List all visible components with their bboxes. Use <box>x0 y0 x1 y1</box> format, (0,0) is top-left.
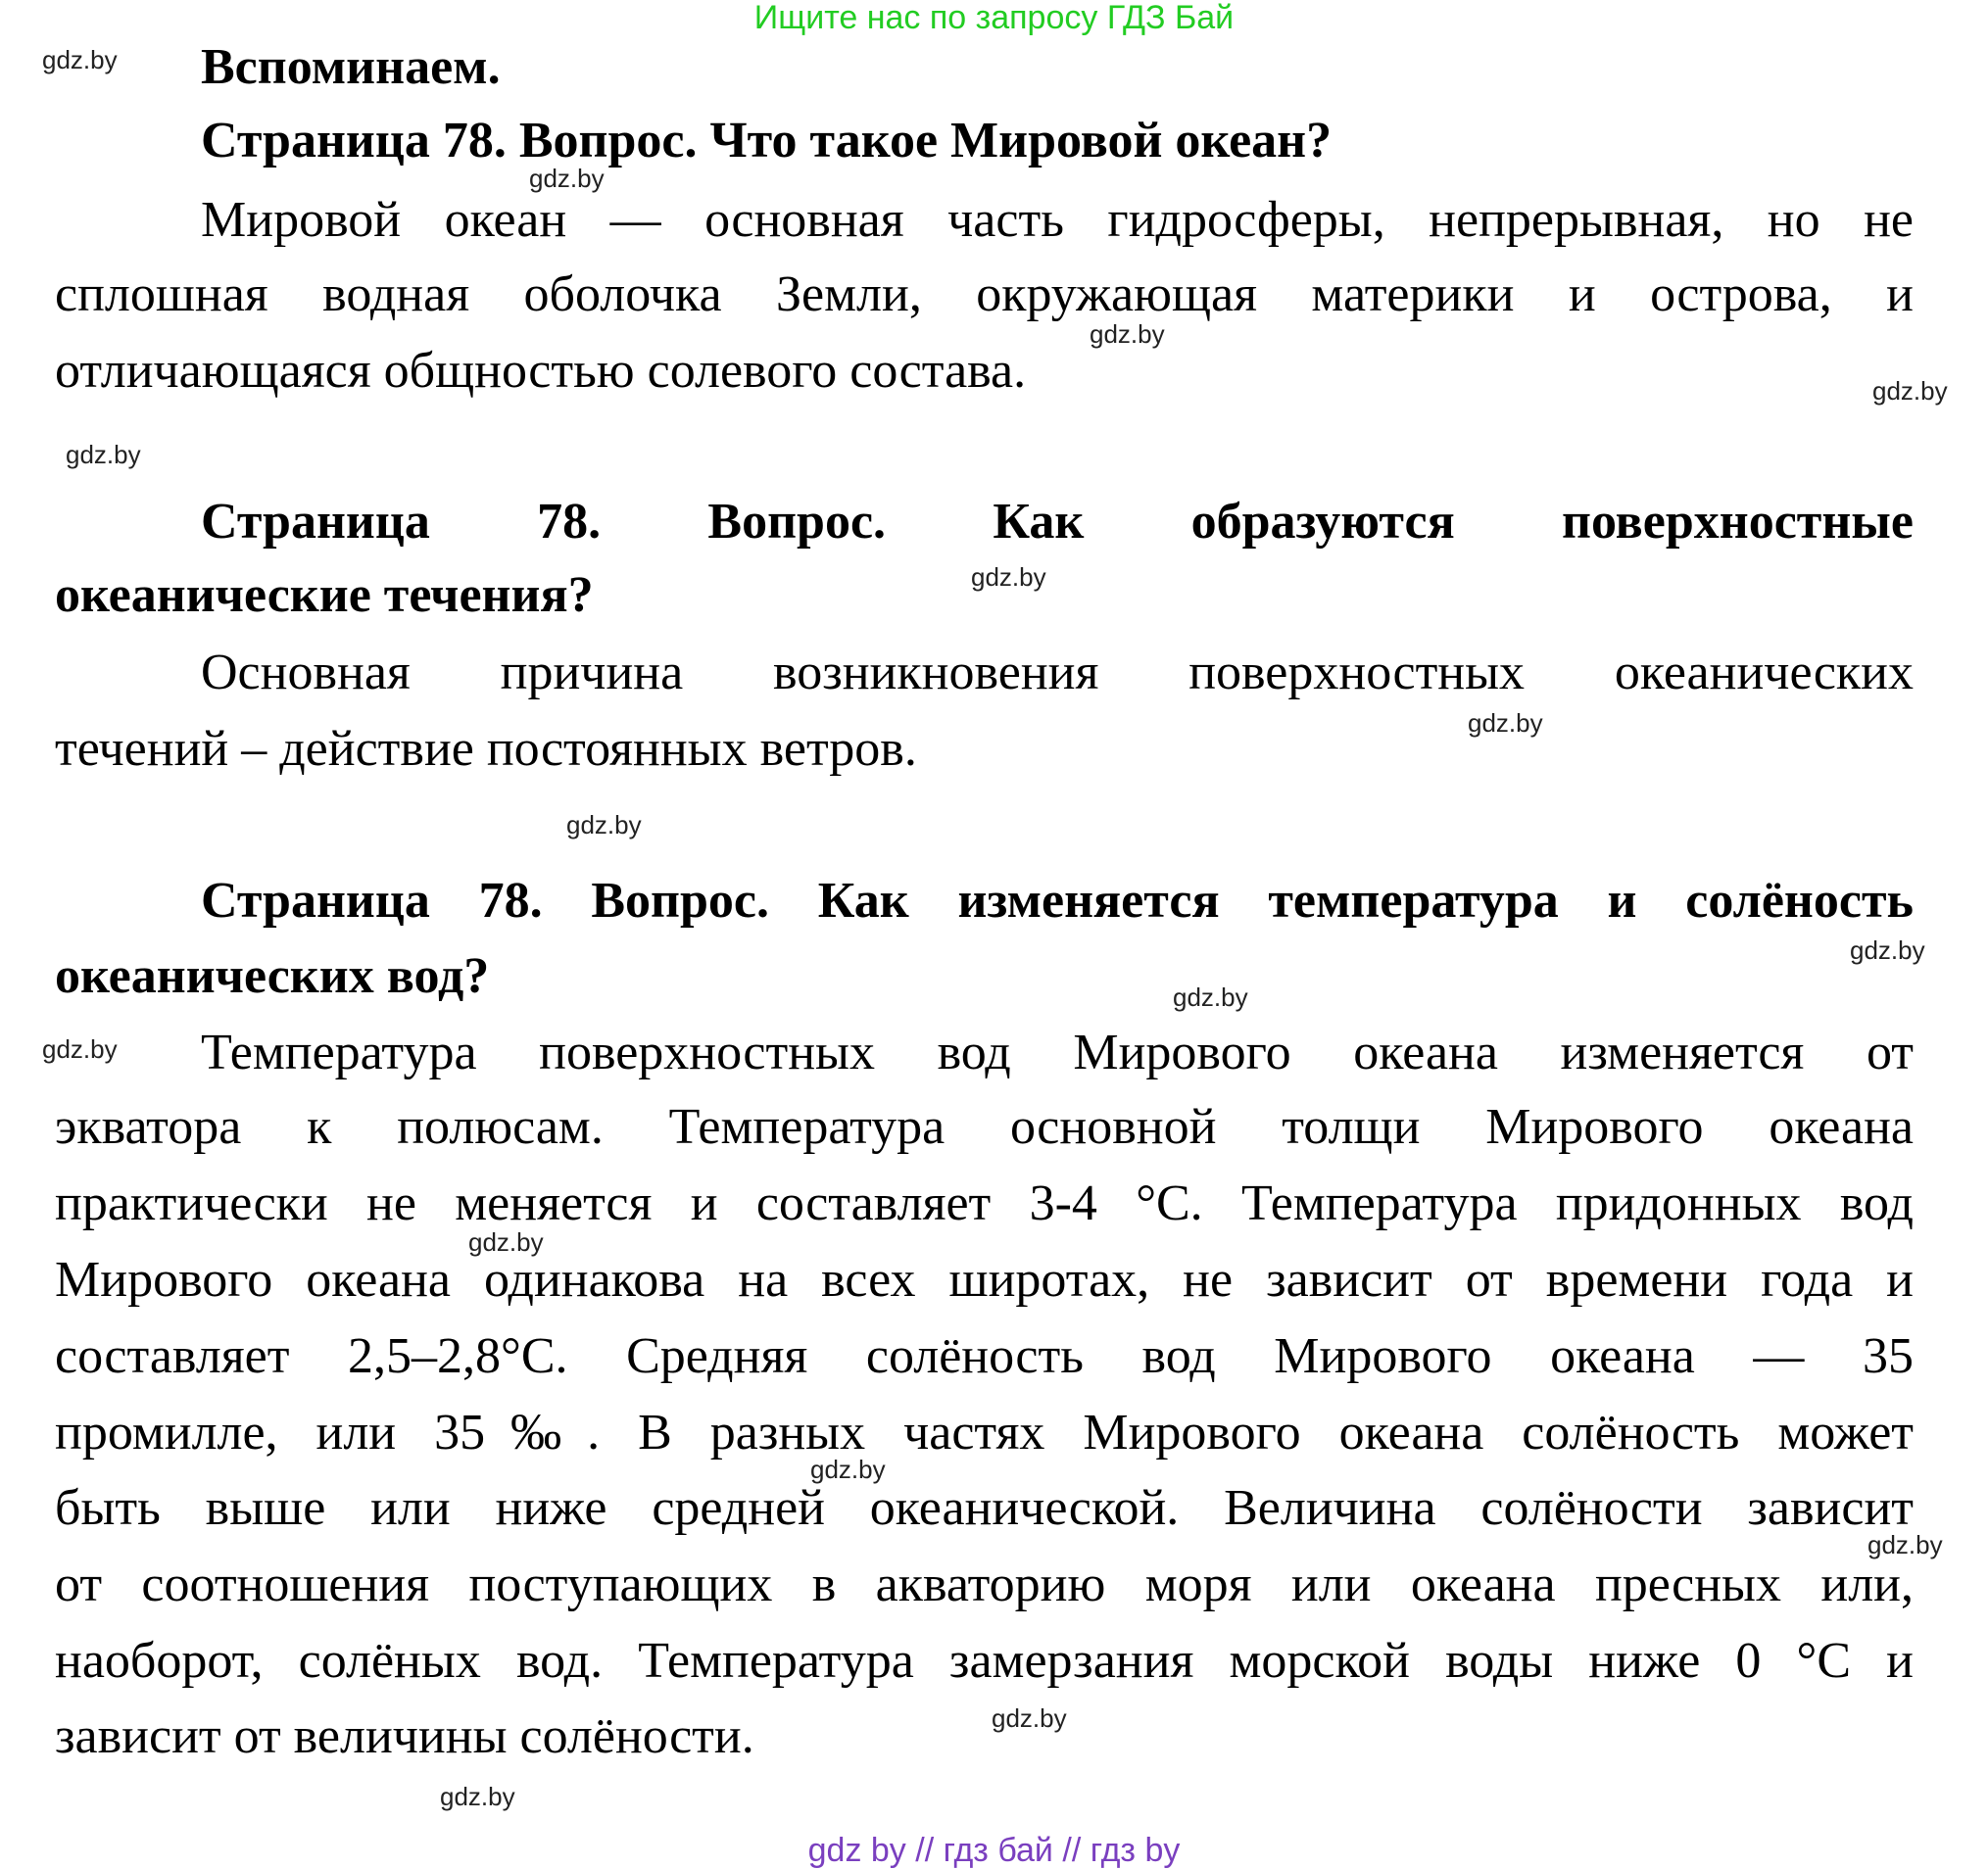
watermark: gdz.by <box>971 562 1046 592</box>
question-3-heading: океанических вод? <box>55 948 490 1004</box>
answer-1-line: сплошная водная оболочка Земли, окружающая материки и острова, и <box>55 266 1914 322</box>
answer-3-line: Температура поверхностных вод Мирового океана изменяется от <box>201 1025 1914 1080</box>
watermark: gdz.by <box>1867 1530 1943 1559</box>
answer-1-line: отличающаяся общностью солевого состава. <box>55 343 1027 399</box>
question-1-heading: Страница 78. Вопрос. Что такое Мировой океан? <box>201 113 1333 168</box>
watermark: gdz.by <box>42 45 118 74</box>
watermark: gdz.by <box>1872 376 1948 406</box>
watermark: gdz.by <box>66 440 141 469</box>
question-3-heading: Страница 78. Вопрос. Как изменяется температура и солёность <box>201 873 1914 929</box>
watermark: gdz.by <box>992 1703 1067 1733</box>
watermark: gdz.by <box>1090 319 1165 349</box>
question-2-heading: Страница 78. Вопрос. Как образуются поверхностные <box>201 494 1914 550</box>
answer-2-line: Основная причина возникновения поверхностных океанических <box>201 645 1914 700</box>
answer-3-line: практически не меняется и составляет 3-4 °С. Температура придонных вод <box>55 1175 1914 1231</box>
watermark: gdz.by <box>1850 935 1925 965</box>
answer-3-line: быть выше или ниже средней океанической. Величина солёности зависит <box>55 1480 1914 1536</box>
answer-3-line: от соотношения поступающих в акваторию моря или океана пресных или, <box>55 1557 1914 1612</box>
answer-3-line: наоборот, солёных вод. Температура замерзания морской воды ниже 0 °С и <box>55 1633 1914 1689</box>
section-title: Вспоминаем. <box>201 39 501 95</box>
watermark: gdz.by <box>1173 982 1248 1012</box>
watermark: gdz.by <box>566 810 642 839</box>
watermark: gdz.by <box>810 1455 886 1484</box>
answer-3-line: зависит от величины солёности. <box>55 1708 754 1764</box>
answer-3-line: Мирового океана одинакова на всех широтах, не зависит от времени года и <box>55 1252 1914 1308</box>
footer-banner: gdz by // гдз бай // гдз by <box>807 1832 1181 1869</box>
watermark: gdz.by <box>529 164 605 193</box>
answer-3-line: промилле, или 35‰. В разных частях Мирового океана солёность может <box>55 1405 1914 1461</box>
search-banner: Ищите нас по запросу ГДЗ Бай <box>753 0 1235 36</box>
answer-1-line: Мировой океан — основная часть гидросферы, непрерывная, но не <box>201 192 1914 248</box>
watermark: gdz.by <box>42 1034 118 1064</box>
answer-2-line: течений – действие постоянных ветров. <box>55 721 917 777</box>
watermark: gdz.by <box>468 1227 544 1257</box>
question-2-heading: океанические течения? <box>55 567 594 623</box>
watermark: gdz.by <box>1468 708 1543 738</box>
watermark: gdz.by <box>440 1782 515 1811</box>
answer-3-line: экватора к полюсам. Температура основной толщи Мирового океана <box>55 1099 1914 1155</box>
answer-3-line: составляет 2,5–2,8°С. Средняя солёность вод Мирового океана — 35 <box>55 1328 1914 1384</box>
